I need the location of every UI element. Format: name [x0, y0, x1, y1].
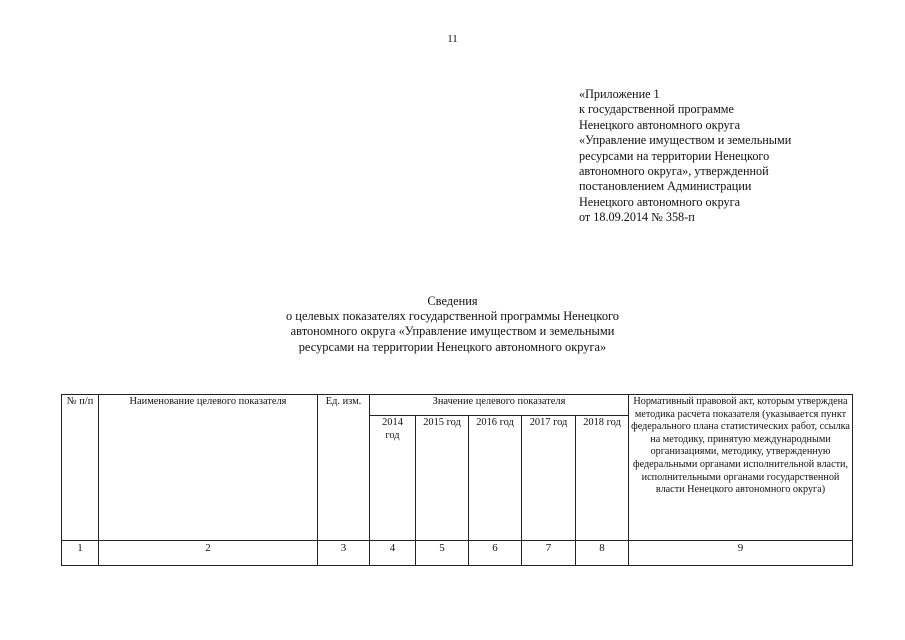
table-numbering-row — [62, 541, 853, 566]
document-title — [0, 294, 905, 355]
header-cell-year: 2014 год — [370, 416, 416, 541]
header-cell-name: Наименование целевого показателя — [99, 395, 318, 541]
title-line: Сведения — [427, 294, 478, 308]
header-cell-no: № п/п — [62, 395, 99, 541]
numbering-cell: 8 — [576, 541, 629, 566]
numbering-cell: 3 — [318, 541, 370, 566]
header-cell-act: Нормативный правовой акт, которым утверждена методика расчета показателя (указывается пункт федерального плана статистических работ, ссылка на методику, принятую международными организациями, методику, утвержденную федеральными органами исполнительной власти, исполнительными органами государственной власти Ненецкого автономного округа) — [629, 395, 853, 541]
header-cell-year: 2016 год — [469, 416, 522, 541]
header-cell-year: 2018 год — [576, 416, 629, 541]
numbering-cell: 6 — [469, 541, 522, 566]
header-cell-unit: Ед. изм. — [318, 395, 370, 541]
appendix-line: «Управление имуществом и земельными — [579, 133, 792, 148]
appendix-line: постановлением Администрации — [579, 179, 752, 194]
header-cell-year: 2017 год — [522, 416, 576, 541]
title-line: о целевых показателях государственной программы Ненецкого — [286, 309, 619, 324]
numbering-cell: 4 — [370, 541, 416, 566]
numbering-cell: 7 — [522, 541, 576, 566]
appendix-line: Ненецкого автономного округа — [579, 194, 741, 209]
title-line: ресурсами на территории Ненецкого автономного округа» — [298, 339, 607, 354]
table-header-row — [62, 395, 853, 416]
numbering-cell: 5 — [416, 541, 469, 566]
numbering-cell: 9 — [629, 541, 853, 566]
appendix-line: от 18.09.2014 № 358-п — [579, 210, 695, 225]
appendix-reference — [579, 87, 879, 226]
appendix-line: ресурсами на территории Ненецкого — [579, 148, 770, 163]
header-cell-year: 2015 год — [416, 416, 469, 541]
numbering-cell: 1 — [62, 541, 99, 566]
appendix-line: автономного округа», утвержденной — [579, 164, 769, 179]
appendix-line: к государственной программе — [579, 102, 734, 117]
appendix-line: Ненецкого автономного округа — [579, 117, 741, 132]
appendix-line: «Приложение 1 — [579, 87, 660, 101]
indicators-table — [61, 394, 853, 566]
page-number: 11 — [447, 33, 458, 45]
numbering-cell: 2 — [99, 541, 318, 566]
title-line: автономного округа «Управление имуществом и земельными — [290, 324, 615, 339]
header-cell-value: Значение целевого показателя — [370, 395, 629, 416]
